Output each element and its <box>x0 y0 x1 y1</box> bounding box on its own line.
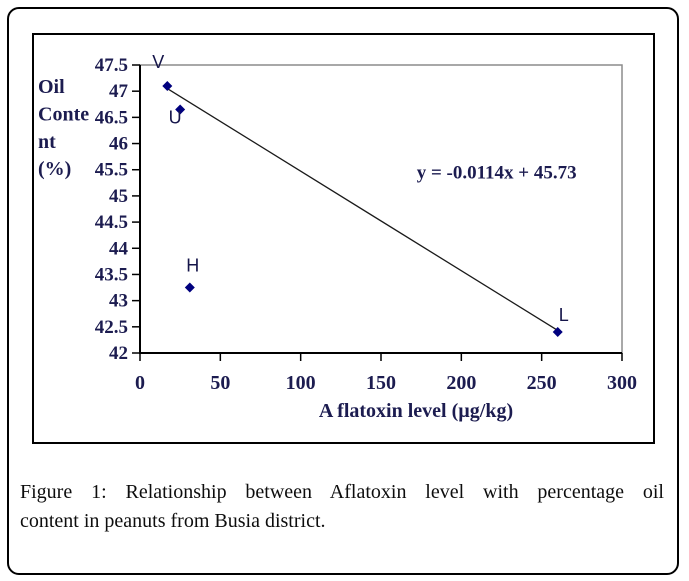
point-label-U: U <box>168 107 182 128</box>
point-label-V: V <box>152 51 165 72</box>
figure-caption-line-1: Figure 1: Relationship between Aflatoxin level with percentage oil <box>20 481 664 503</box>
x-tick-label: 0 <box>135 372 145 394</box>
y-axis-title-line: Conte <box>38 103 90 126</box>
x-tick-label: 250 <box>526 372 557 394</box>
y-tick-label: 42 <box>109 343 128 364</box>
point-label-L: L <box>558 305 569 326</box>
y-tick-label: 42.5 <box>94 316 128 338</box>
y-tick-label: 43.5 <box>94 264 128 286</box>
figure-caption <box>20 478 664 536</box>
y-tick-label: 45.5 <box>94 159 128 181</box>
x-tick-label: 200 <box>446 372 477 394</box>
y-axis-title-line: nt <box>38 130 56 153</box>
data-point-marker-V <box>162 81 172 91</box>
plot-area-border <box>140 65 622 353</box>
chart-frame <box>32 33 655 444</box>
point-label-H: H <box>186 255 200 276</box>
y-axis-title-line: Oil <box>38 76 65 98</box>
y-tick-label: 44 <box>109 238 128 260</box>
x-tick-label: 150 <box>366 372 396 394</box>
scatter-chart <box>34 35 653 442</box>
data-point-marker-H <box>185 283 195 293</box>
x-axis-title: A flatoxin level (µg/kg) <box>318 400 514 422</box>
y-axis-title-line: (%) <box>38 158 72 181</box>
y-tick-label: 44.5 <box>94 212 128 234</box>
y-tick-label: 46 <box>109 133 128 155</box>
figure-caption-line-2: content in peanuts from Busia district. <box>20 510 326 532</box>
x-tick-label: 300 <box>607 372 637 394</box>
trendline-equation: y = -0.0114x + 45.73 <box>416 162 577 184</box>
x-tick-label: 100 <box>285 372 316 394</box>
y-tick-label: 47 <box>109 81 128 103</box>
figure-panel <box>7 7 679 575</box>
y-tick-label: 47.5 <box>94 55 128 76</box>
y-tick-label: 46.5 <box>94 107 128 129</box>
trendline <box>167 89 556 330</box>
x-tick-label: 50 <box>210 372 231 394</box>
y-tick-label: 45 <box>109 185 128 207</box>
y-tick-label: 43 <box>109 290 128 312</box>
